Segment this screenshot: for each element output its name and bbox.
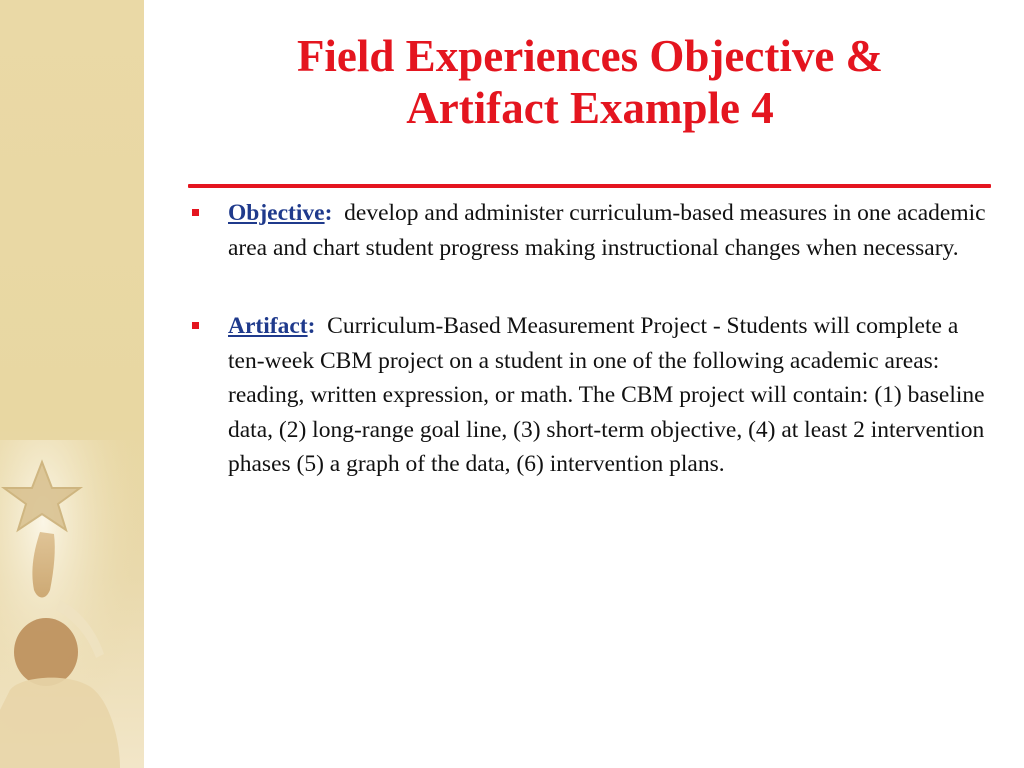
bullet-list <box>188 196 992 482</box>
square-bullet-icon <box>192 209 199 216</box>
bullet-item-objective <box>188 196 992 265</box>
star-and-child-illustration <box>0 440 144 768</box>
bullet-colon: : <box>324 200 333 226</box>
bullet-term: Objective <box>228 200 325 226</box>
square-bullet-icon <box>192 322 199 329</box>
bullet-term: Artifact <box>228 313 308 339</box>
title-divider <box>188 184 991 188</box>
bullet-item-artifact <box>188 309 991 482</box>
bullet-text: develop and administer curriculum-based measures in one academic area and chart student progress making instructional changes when necessary. <box>228 200 992 261</box>
slide-title <box>190 30 990 134</box>
sidebar-decoration <box>0 0 144 768</box>
bullet-colon: : <box>307 313 316 339</box>
bullet-text: Curriculum-Based Measurement Project - Students will complete a ten-week CBM project on a student in one of the following academic areas: reading, written expression, or math. The CBM project will contain: (1) baseline data, (2) long-range goal line, (3) short-term objective, (4) at least 2 intervention phases (5) a graph of the data, (6) intervention plans. <box>228 313 991 477</box>
title-line-2: Artifact Example 4 <box>406 83 774 133</box>
title-line-1: Field Experiences Objective & <box>296 31 884 81</box>
